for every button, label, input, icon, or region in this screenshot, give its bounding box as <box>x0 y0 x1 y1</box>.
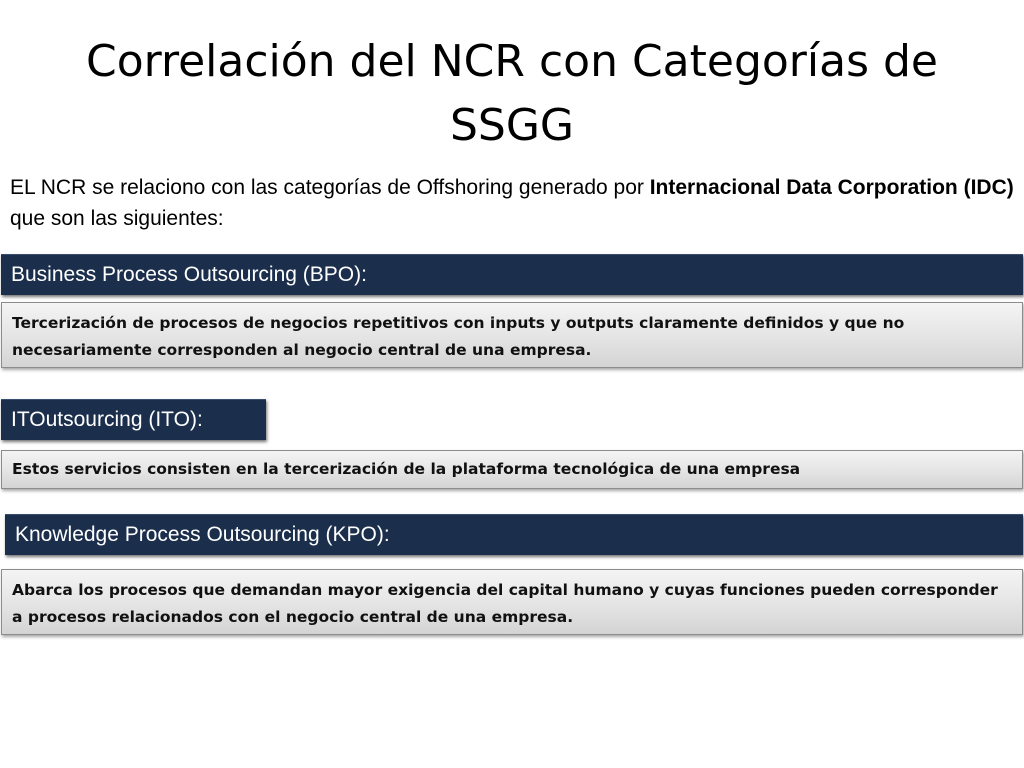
ito-description: Estos servicios consisten en la tercerización de la plataforma tecnológica de una empresa <box>1 450 1023 489</box>
ito-header: ITOutsourcing (ITO): <box>1 399 266 440</box>
kpo-description: Abarca los procesos que demandan mayor exigencia del capital humano y cuyas funciones pueden corresponder a procesos relacionados con el negocio central de una empresa. <box>1 569 1023 635</box>
bpo-header: Business Process Outsourcing (BPO): <box>1 254 1023 295</box>
slide-title: Correlación del NCR con Categorías de SSGG <box>86 36 938 151</box>
intro-paragraph <box>10 172 1020 234</box>
kpo-header: Knowledge Process Outsourcing (KPO): <box>5 514 1023 555</box>
intro-text-after: que son las siguientes: <box>10 207 224 230</box>
bpo-description: Tercerización de procesos de negocios repetitivos con inputs y outputs claramente definidos y que no necesariamente corresponden al negocio central de una empresa. <box>1 302 1023 368</box>
intro-text-before: EL NCR se relaciono con las categorías de Offshoring generado por <box>10 176 650 199</box>
intro-organization-name: Internacional Data Corporation (IDC) <box>649 176 1014 199</box>
